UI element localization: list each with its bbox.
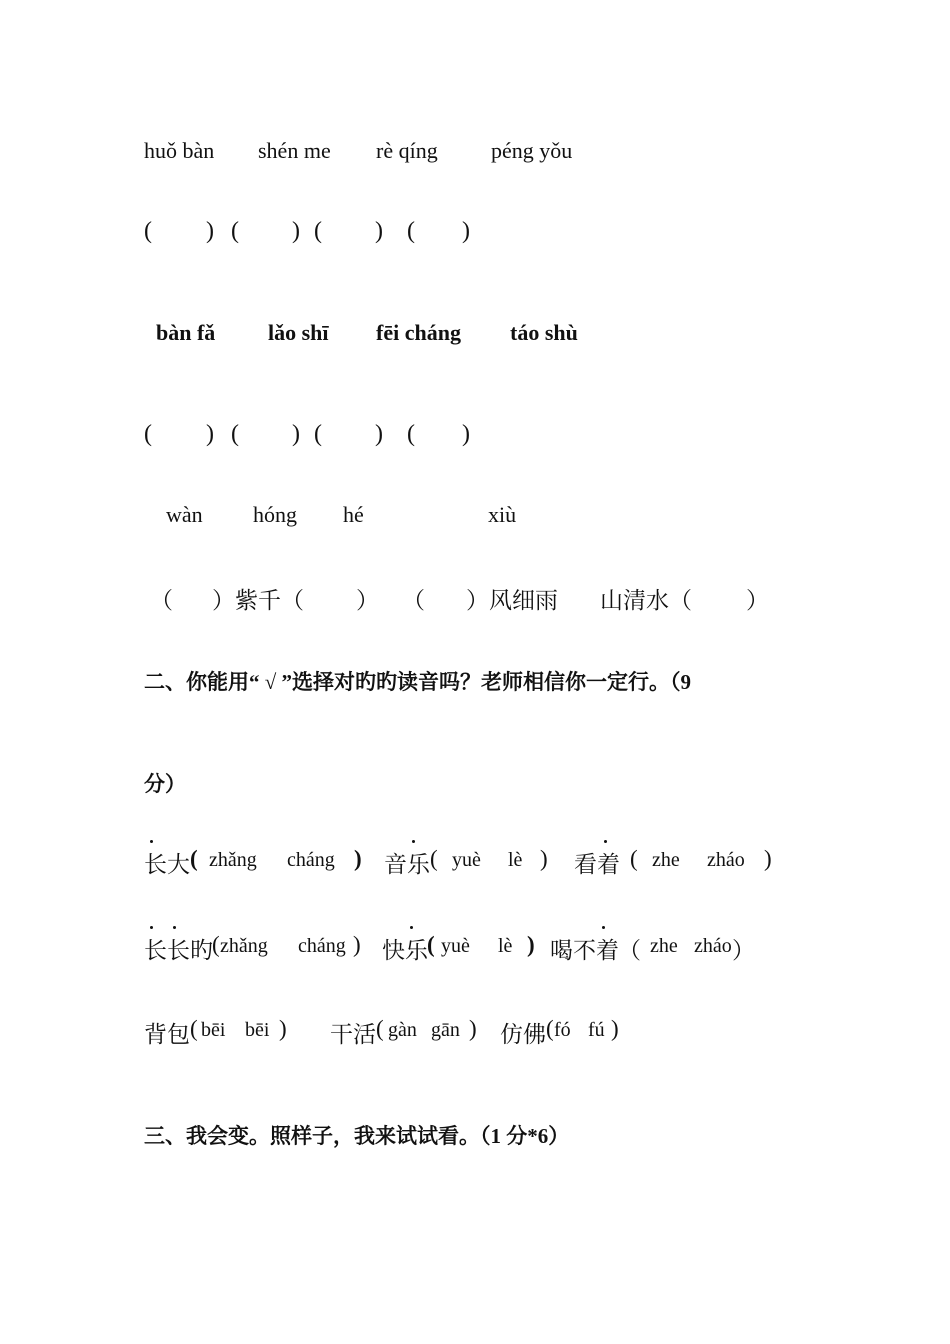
bracket-open: ( bbox=[314, 218, 322, 244]
bracket-open: ( bbox=[407, 421, 415, 447]
choice-paren-open: ( bbox=[630, 846, 638, 871]
pinyin-item: táo shù bbox=[510, 320, 578, 345]
pinyin-item: hóng bbox=[253, 502, 297, 527]
pinyin-item: xiù bbox=[488, 502, 517, 527]
emphasis-dot bbox=[173, 926, 176, 929]
choice-paren-open: ( bbox=[190, 846, 198, 871]
section-2-heading: 二、你能用“ √ ”选择对旳旳读音吗？老师相信你一定行。（9 bbox=[144, 670, 692, 694]
pinyin-item: bàn fǎ bbox=[156, 320, 216, 345]
section-3-heading: 三、我会变。照样子，我来试试看。（1 分*6） bbox=[144, 1124, 570, 1148]
choice-paren-close: ) bbox=[353, 932, 361, 957]
pinyin-option[interactable]: cháng bbox=[287, 849, 335, 871]
pinyin-option[interactable]: zháo bbox=[694, 935, 732, 957]
choice-paren-open: ( bbox=[212, 932, 220, 957]
emphasis-dot bbox=[410, 926, 413, 929]
choice-paren-open: ( bbox=[546, 1016, 554, 1041]
idiom-part: （ bbox=[150, 588, 173, 613]
pinyin-item: rè qíng bbox=[376, 138, 438, 163]
pinyin-item: péng yǒu bbox=[491, 138, 573, 163]
pinyin-option[interactable]: zhǎng bbox=[209, 849, 257, 871]
choice-paren-close: ) bbox=[354, 846, 362, 871]
bracket-close: ) bbox=[206, 421, 214, 447]
pinyin-option[interactable]: fó bbox=[554, 1019, 571, 1041]
emphasis-dot bbox=[602, 926, 605, 929]
choice-word: 音乐 bbox=[384, 852, 430, 877]
bracket-close: ) bbox=[375, 218, 383, 244]
choice-paren-open: ( bbox=[190, 1016, 198, 1041]
pinyin-option[interactable]: zhǎng bbox=[220, 935, 268, 957]
choice-paren-close: ) bbox=[764, 846, 772, 871]
pinyin-option[interactable]: gàn bbox=[388, 1019, 417, 1041]
bracket-open: ( bbox=[314, 421, 322, 447]
choice-paren-close: ) bbox=[469, 1016, 477, 1041]
choice-paren-open: ( bbox=[376, 1016, 384, 1041]
choice-paren-close: ） bbox=[732, 938, 755, 963]
choice-paren-close: ) bbox=[527, 932, 535, 957]
choice-word: 快乐 bbox=[382, 938, 428, 963]
bracket-open: ( bbox=[231, 218, 239, 244]
choice-paren-close: ) bbox=[611, 1016, 619, 1041]
choice-paren-close: ) bbox=[540, 846, 548, 871]
section-2-heading-cont: 分） bbox=[144, 772, 186, 796]
pinyin-option[interactable]: cháng bbox=[298, 935, 346, 957]
emphasis-dot bbox=[150, 840, 153, 843]
pinyin-item: shén me bbox=[258, 138, 331, 163]
idiom-part: ）风细雨 bbox=[466, 588, 558, 613]
choice-word: 长大 bbox=[144, 852, 190, 877]
choice-paren-close: ) bbox=[279, 1016, 287, 1041]
choice-word: 背包 bbox=[144, 1022, 190, 1047]
choice-word: 干活 bbox=[330, 1022, 376, 1047]
choice-word: 喝不着 bbox=[550, 938, 619, 963]
choice-word: 看着 bbox=[574, 852, 620, 877]
emphasis-dot bbox=[604, 840, 607, 843]
choice-paren-open: ( bbox=[427, 932, 435, 957]
pinyin-item: fēi cháng bbox=[376, 320, 461, 345]
idiom-part: ） bbox=[356, 588, 379, 613]
idiom-part: ）紫千（ bbox=[212, 588, 304, 613]
bracket-open: ( bbox=[407, 218, 415, 244]
bracket-close: ) bbox=[462, 421, 470, 447]
pinyin-option[interactable]: bēi bbox=[245, 1019, 270, 1041]
pinyin-item: hé bbox=[343, 502, 364, 527]
pinyin-option[interactable]: bēi bbox=[201, 1019, 226, 1041]
bracket-close: ) bbox=[292, 218, 300, 244]
pinyin-option[interactable]: zhe bbox=[650, 935, 678, 957]
bracket-close: ) bbox=[462, 218, 470, 244]
choice-word: 仿佛 bbox=[500, 1022, 546, 1047]
choice-paren-open: ( bbox=[430, 846, 438, 871]
choice-paren-open: （ bbox=[618, 938, 641, 963]
idiom-part: 山清水（ bbox=[600, 588, 692, 613]
pinyin-option[interactable]: gān bbox=[431, 1019, 460, 1041]
pinyin-option[interactable]: zhe bbox=[652, 849, 680, 871]
bracket-close: ) bbox=[375, 421, 383, 447]
bracket-open: ( bbox=[144, 218, 152, 244]
pinyin-option[interactable]: lè bbox=[498, 935, 513, 957]
bracket-open: ( bbox=[144, 421, 152, 447]
bracket-close: ) bbox=[292, 421, 300, 447]
pinyin-item: huǒ bàn bbox=[144, 138, 215, 163]
pinyin-item: wàn bbox=[166, 502, 203, 527]
pinyin-option[interactable]: yuè bbox=[441, 935, 470, 957]
bracket-open: ( bbox=[231, 421, 239, 447]
idiom-part: ） bbox=[746, 588, 769, 613]
pinyin-option[interactable]: zháo bbox=[707, 849, 745, 871]
pinyin-option[interactable]: yuè bbox=[452, 849, 481, 871]
pinyin-item: lǎo shī bbox=[268, 320, 329, 345]
pinyin-option[interactable]: lè bbox=[508, 849, 523, 871]
emphasis-dot bbox=[150, 926, 153, 929]
emphasis-dot bbox=[412, 840, 415, 843]
choice-word: 长长旳 bbox=[144, 938, 213, 963]
idiom-part: （ bbox=[402, 588, 425, 613]
pinyin-option[interactable]: fú bbox=[588, 1019, 605, 1041]
bracket-close: ) bbox=[206, 218, 214, 244]
